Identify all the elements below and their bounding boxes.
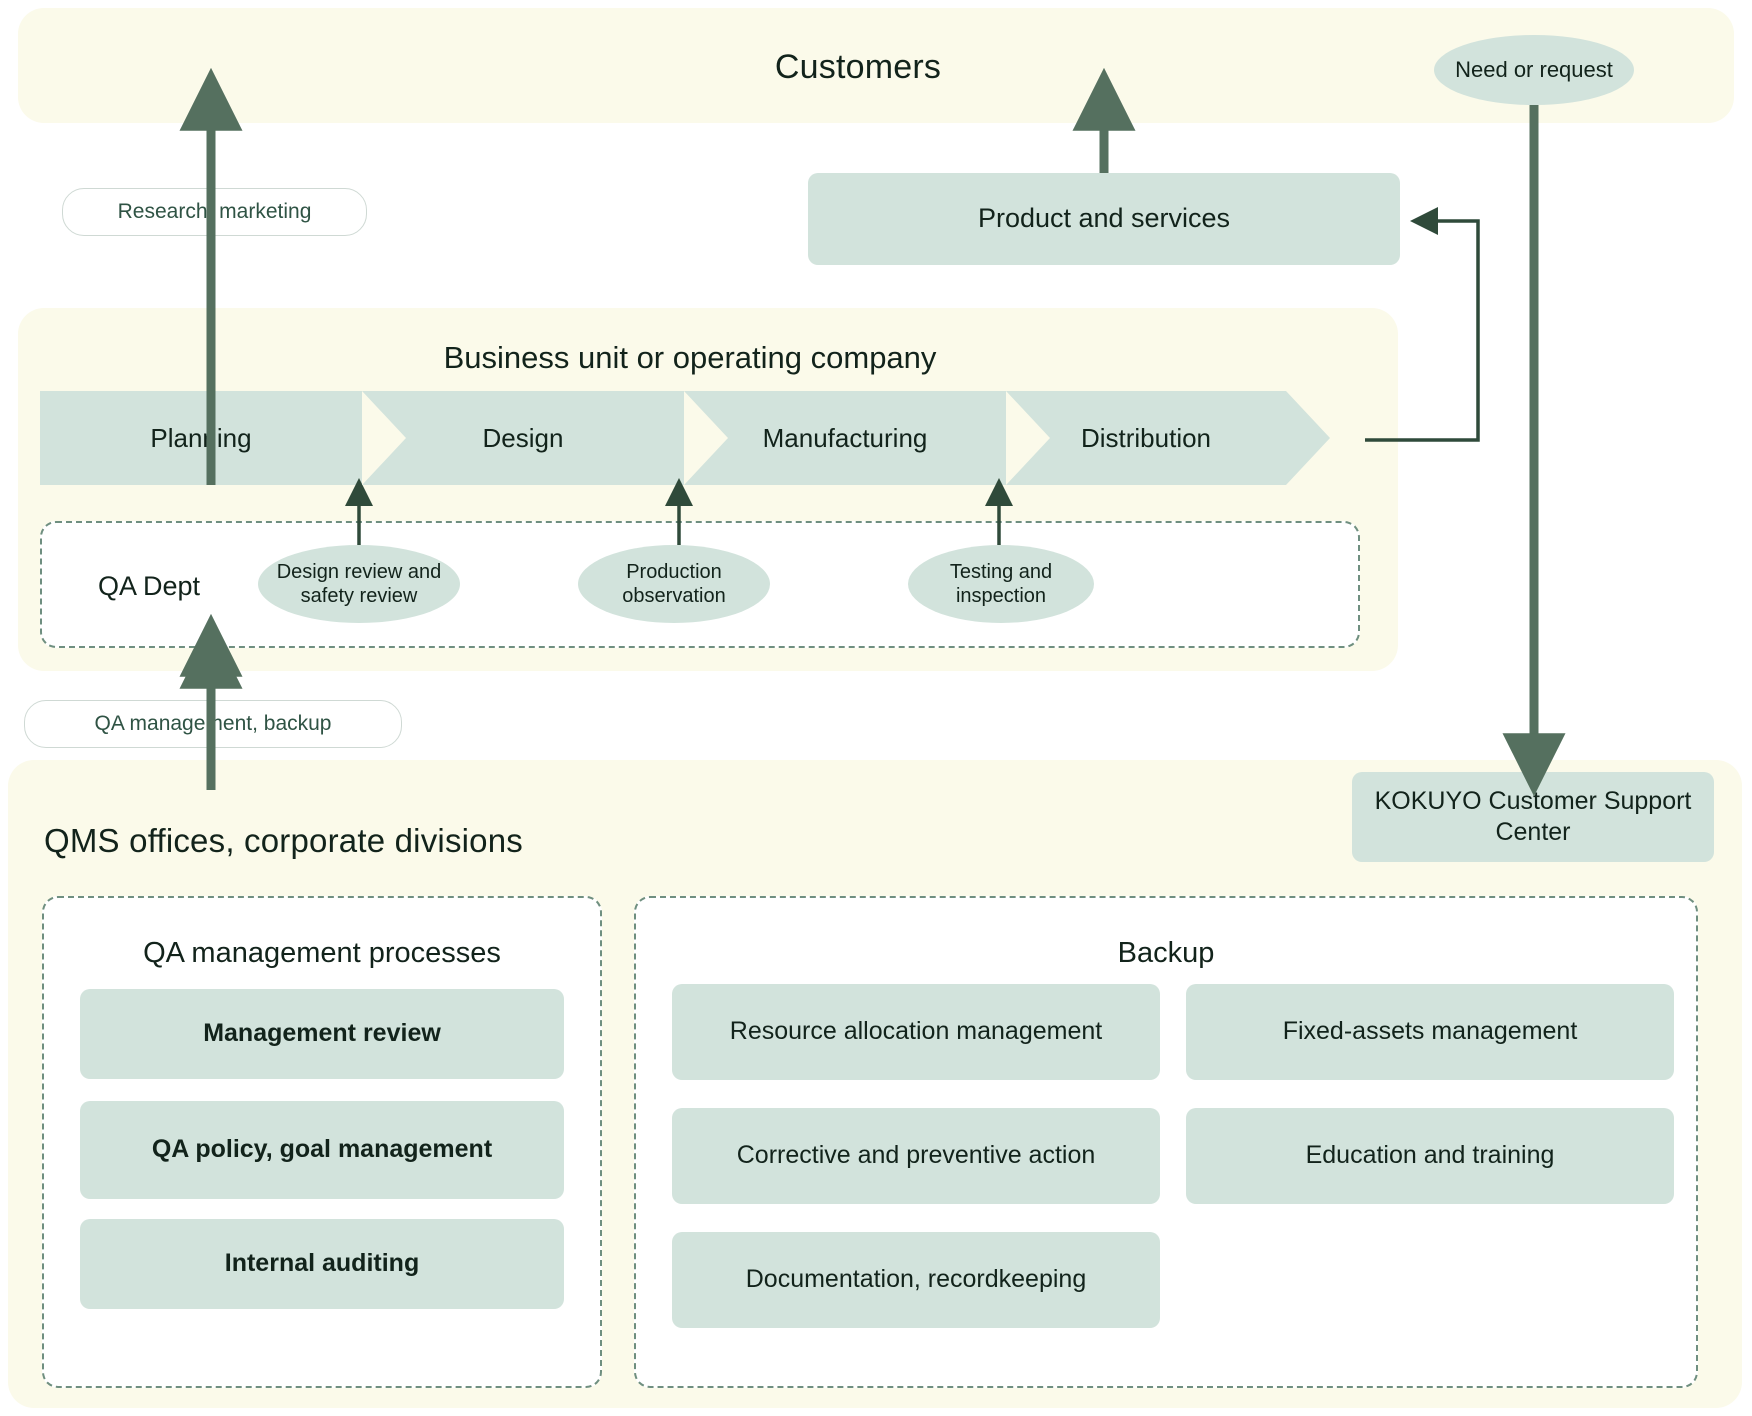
process-step-label: Design [482, 422, 564, 453]
backup-fixed-assets: Fixed-assets management [1186, 984, 1674, 1080]
qa-management-backup-label: QA management, backup [24, 700, 402, 748]
process-step-planning [40, 391, 362, 485]
business-unit-title: Business unit or operating company [443, 340, 937, 375]
qa-dept-label: QA Dept [98, 571, 201, 601]
need-or-request-label: Need or request [1434, 35, 1634, 105]
qms-title: QMS offices, corporate divisions [44, 822, 523, 859]
backup-corrective-preventive: Corrective and preventive action [672, 1108, 1160, 1204]
chevron-notch [362, 391, 406, 485]
qa-process-policy-goal: QA policy, goal management [80, 1101, 564, 1199]
chevron-notch [684, 391, 728, 485]
qa-activity-design-review: Design review and safety review [258, 545, 460, 623]
research-marketing-label: Research, marketing [62, 188, 367, 236]
kokuyo-customer-support-center-box: KOKUYO Customer Support Center [1352, 772, 1714, 862]
customers-title: Customers [774, 48, 942, 86]
qa-process-internal-auditing: Internal auditing [80, 1219, 564, 1309]
qa-activity-testing-inspection: Testing and inspection [908, 545, 1094, 623]
process-chevron-band [40, 391, 1330, 485]
process-step-design [362, 391, 684, 485]
product-and-services-box: Product and services [808, 173, 1400, 265]
backup-resource-allocation: Resource allocation management [672, 984, 1160, 1080]
qa-process-management-review: Management review [80, 989, 564, 1079]
process-step-label: Manufacturing [762, 422, 928, 453]
backup-title: Backup [1117, 937, 1215, 969]
process-step-label: Distribution [1080, 422, 1212, 453]
process-step-manufacturing [684, 391, 1006, 485]
backup-education-training: Education and training [1186, 1108, 1674, 1204]
process-step-label: Planning [150, 422, 252, 453]
chevron-point [1286, 391, 1330, 485]
qa-activity-production-observation: Production observation [578, 545, 770, 623]
backup-documentation-recordkeeping: Documentation, recordkeeping [672, 1232, 1160, 1328]
process-step-distribution [1006, 391, 1286, 485]
qa-management-processes-title: QA management processes [143, 937, 501, 969]
chevron-notch [1006, 391, 1050, 485]
